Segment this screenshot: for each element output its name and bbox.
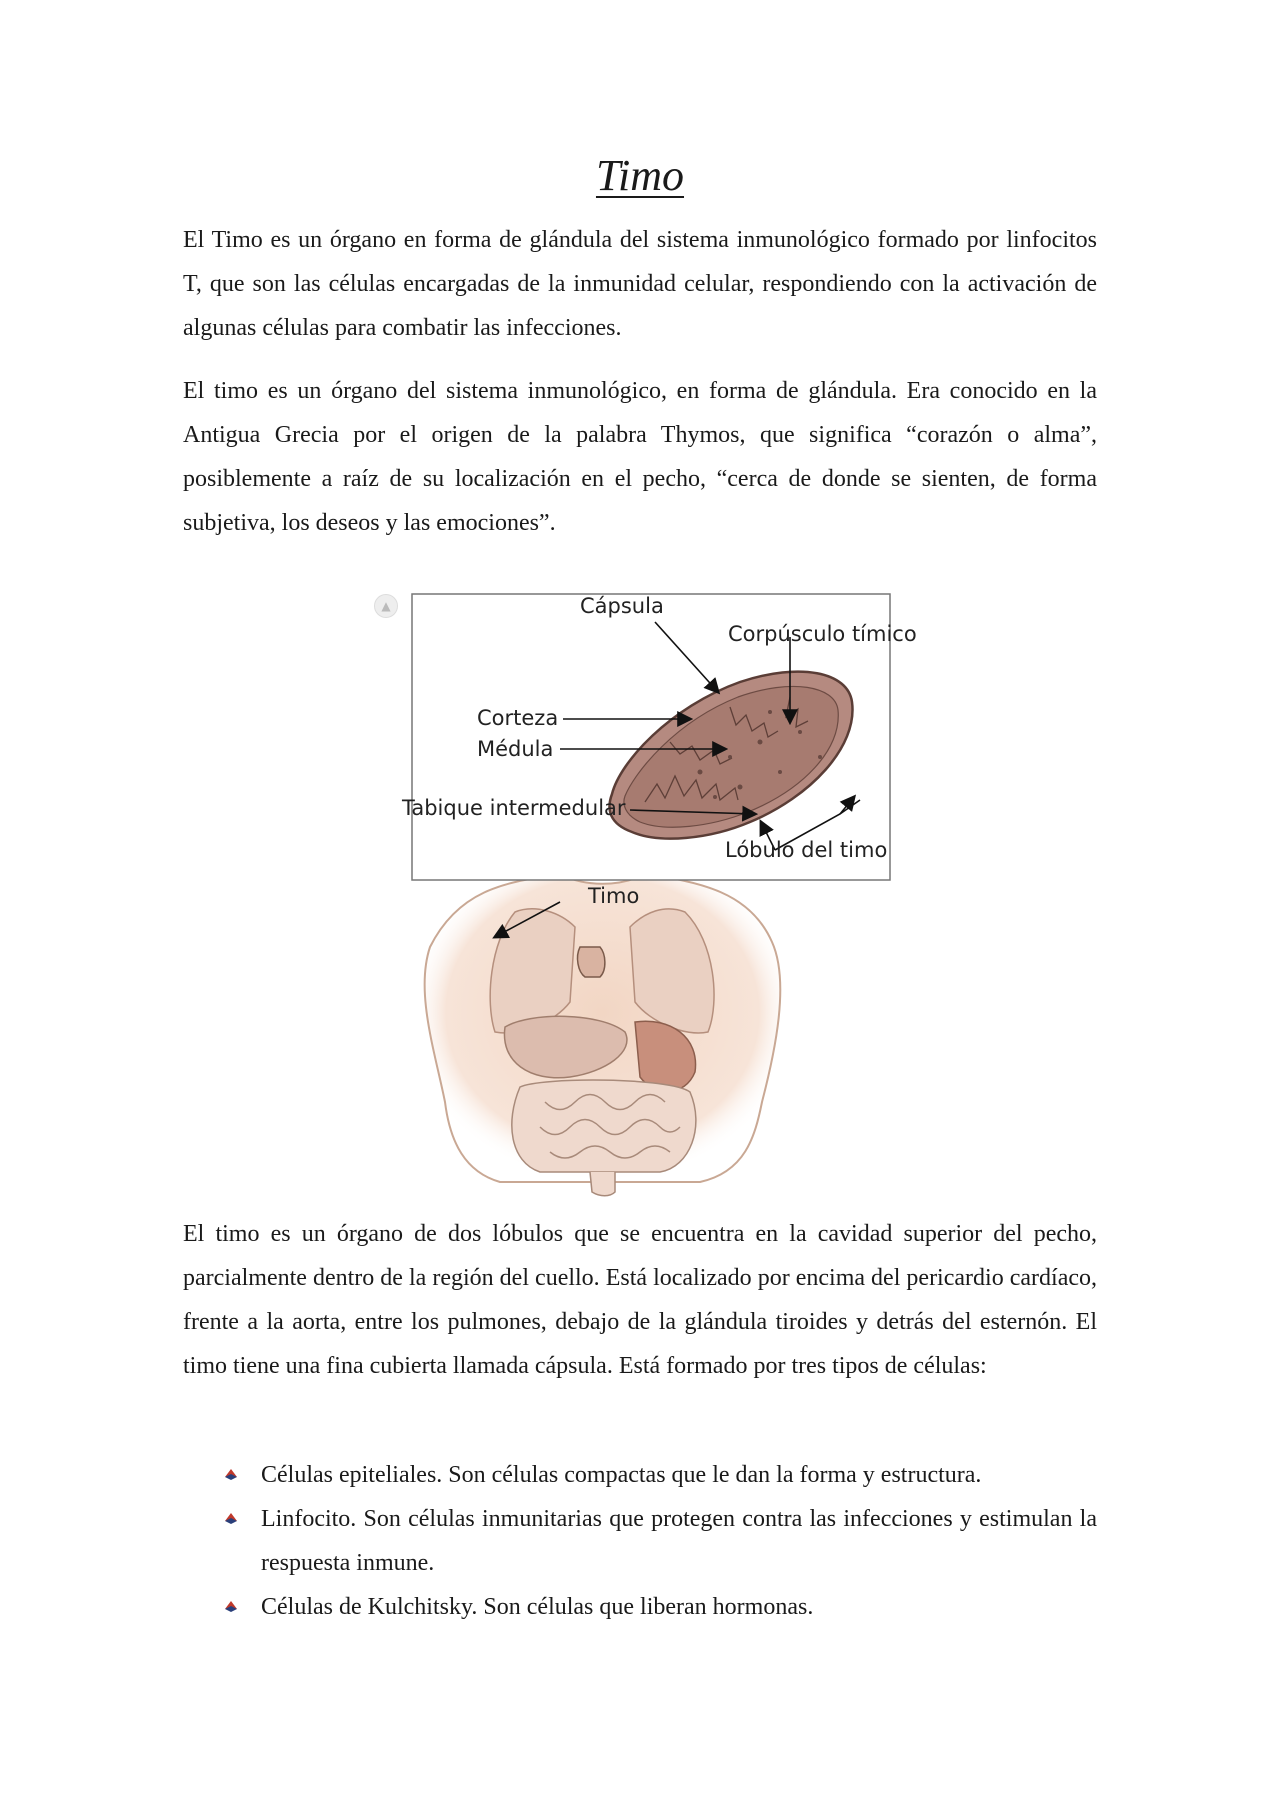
label-tabique-intermedular: Tabique intermedular [402, 796, 626, 820]
page-title: Timo [595, 151, 685, 200]
label-corteza: Corteza [477, 706, 559, 730]
list-item [222, 1453, 1097, 1497]
label-timo: Timo [588, 884, 640, 908]
list-item-text: Linfocito. Son células inmunitarias que protegen contra las infecciones y estimulan la respuesta inmune. [261, 1506, 1097, 1576]
arrow-bullet-icon [222, 1509, 240, 1527]
thymus-illustration [370, 582, 930, 1202]
list-item [222, 1497, 1097, 1585]
paragraph-intro: El Timo es un órgano en forma de glándula del sistema inmunológico formado por linfocitos T, que son las células encargadas de la inmunidad celular, respondiendo con la activación de algunas células para combatir las infecciones. [183, 227, 1097, 341]
thymus-figure [370, 582, 930, 1202]
list-item-text: Células epiteliales. Son células compactas que le dan la forma y estructura. [261, 1462, 982, 1488]
paragraph-location: El timo es un órgano de dos lóbulos que se encuentra en la cavidad superior del pecho, parcialmente dentro de la región del cuello. Está localizado por encima del pericardio cardíaco, frente a la aorta, entre los pulmones, debajo de la glándula tiroides y detrás del esternón. El timo tiene una fina cubierta llamada cápsula. Está formado por tres tipos de células: [183, 1221, 1097, 1379]
paragraph-history: El timo es un órgano del sistema inmunológico, en forma de glándula. Era conocido en la Antigua Grecia por el origen de la palabra Thymos, que significa “corazón o alma”, posiblemente a raíz de su localización en el pecho, “cerca de donde se sienten, de forma subjetiva, los deseos y las emociones”. [183, 378, 1097, 536]
list-item-text: Células de Kulchitsky. Son células que liberan hormonas. [261, 1594, 814, 1620]
image-badge-icon: ▲ [374, 594, 398, 618]
label-capsula: Cápsula [580, 594, 664, 618]
cell-types-list [222, 1453, 1097, 1629]
label-medula: Médula [477, 737, 554, 761]
label-lobulo-del-timo: Lóbulo del timo [725, 838, 888, 862]
label-corpusculo-timico: Corpúsculo tímico [728, 622, 917, 646]
arrow-bullet-icon [222, 1465, 240, 1483]
arrow-bullet-icon [222, 1597, 240, 1615]
list-item [222, 1585, 1097, 1629]
